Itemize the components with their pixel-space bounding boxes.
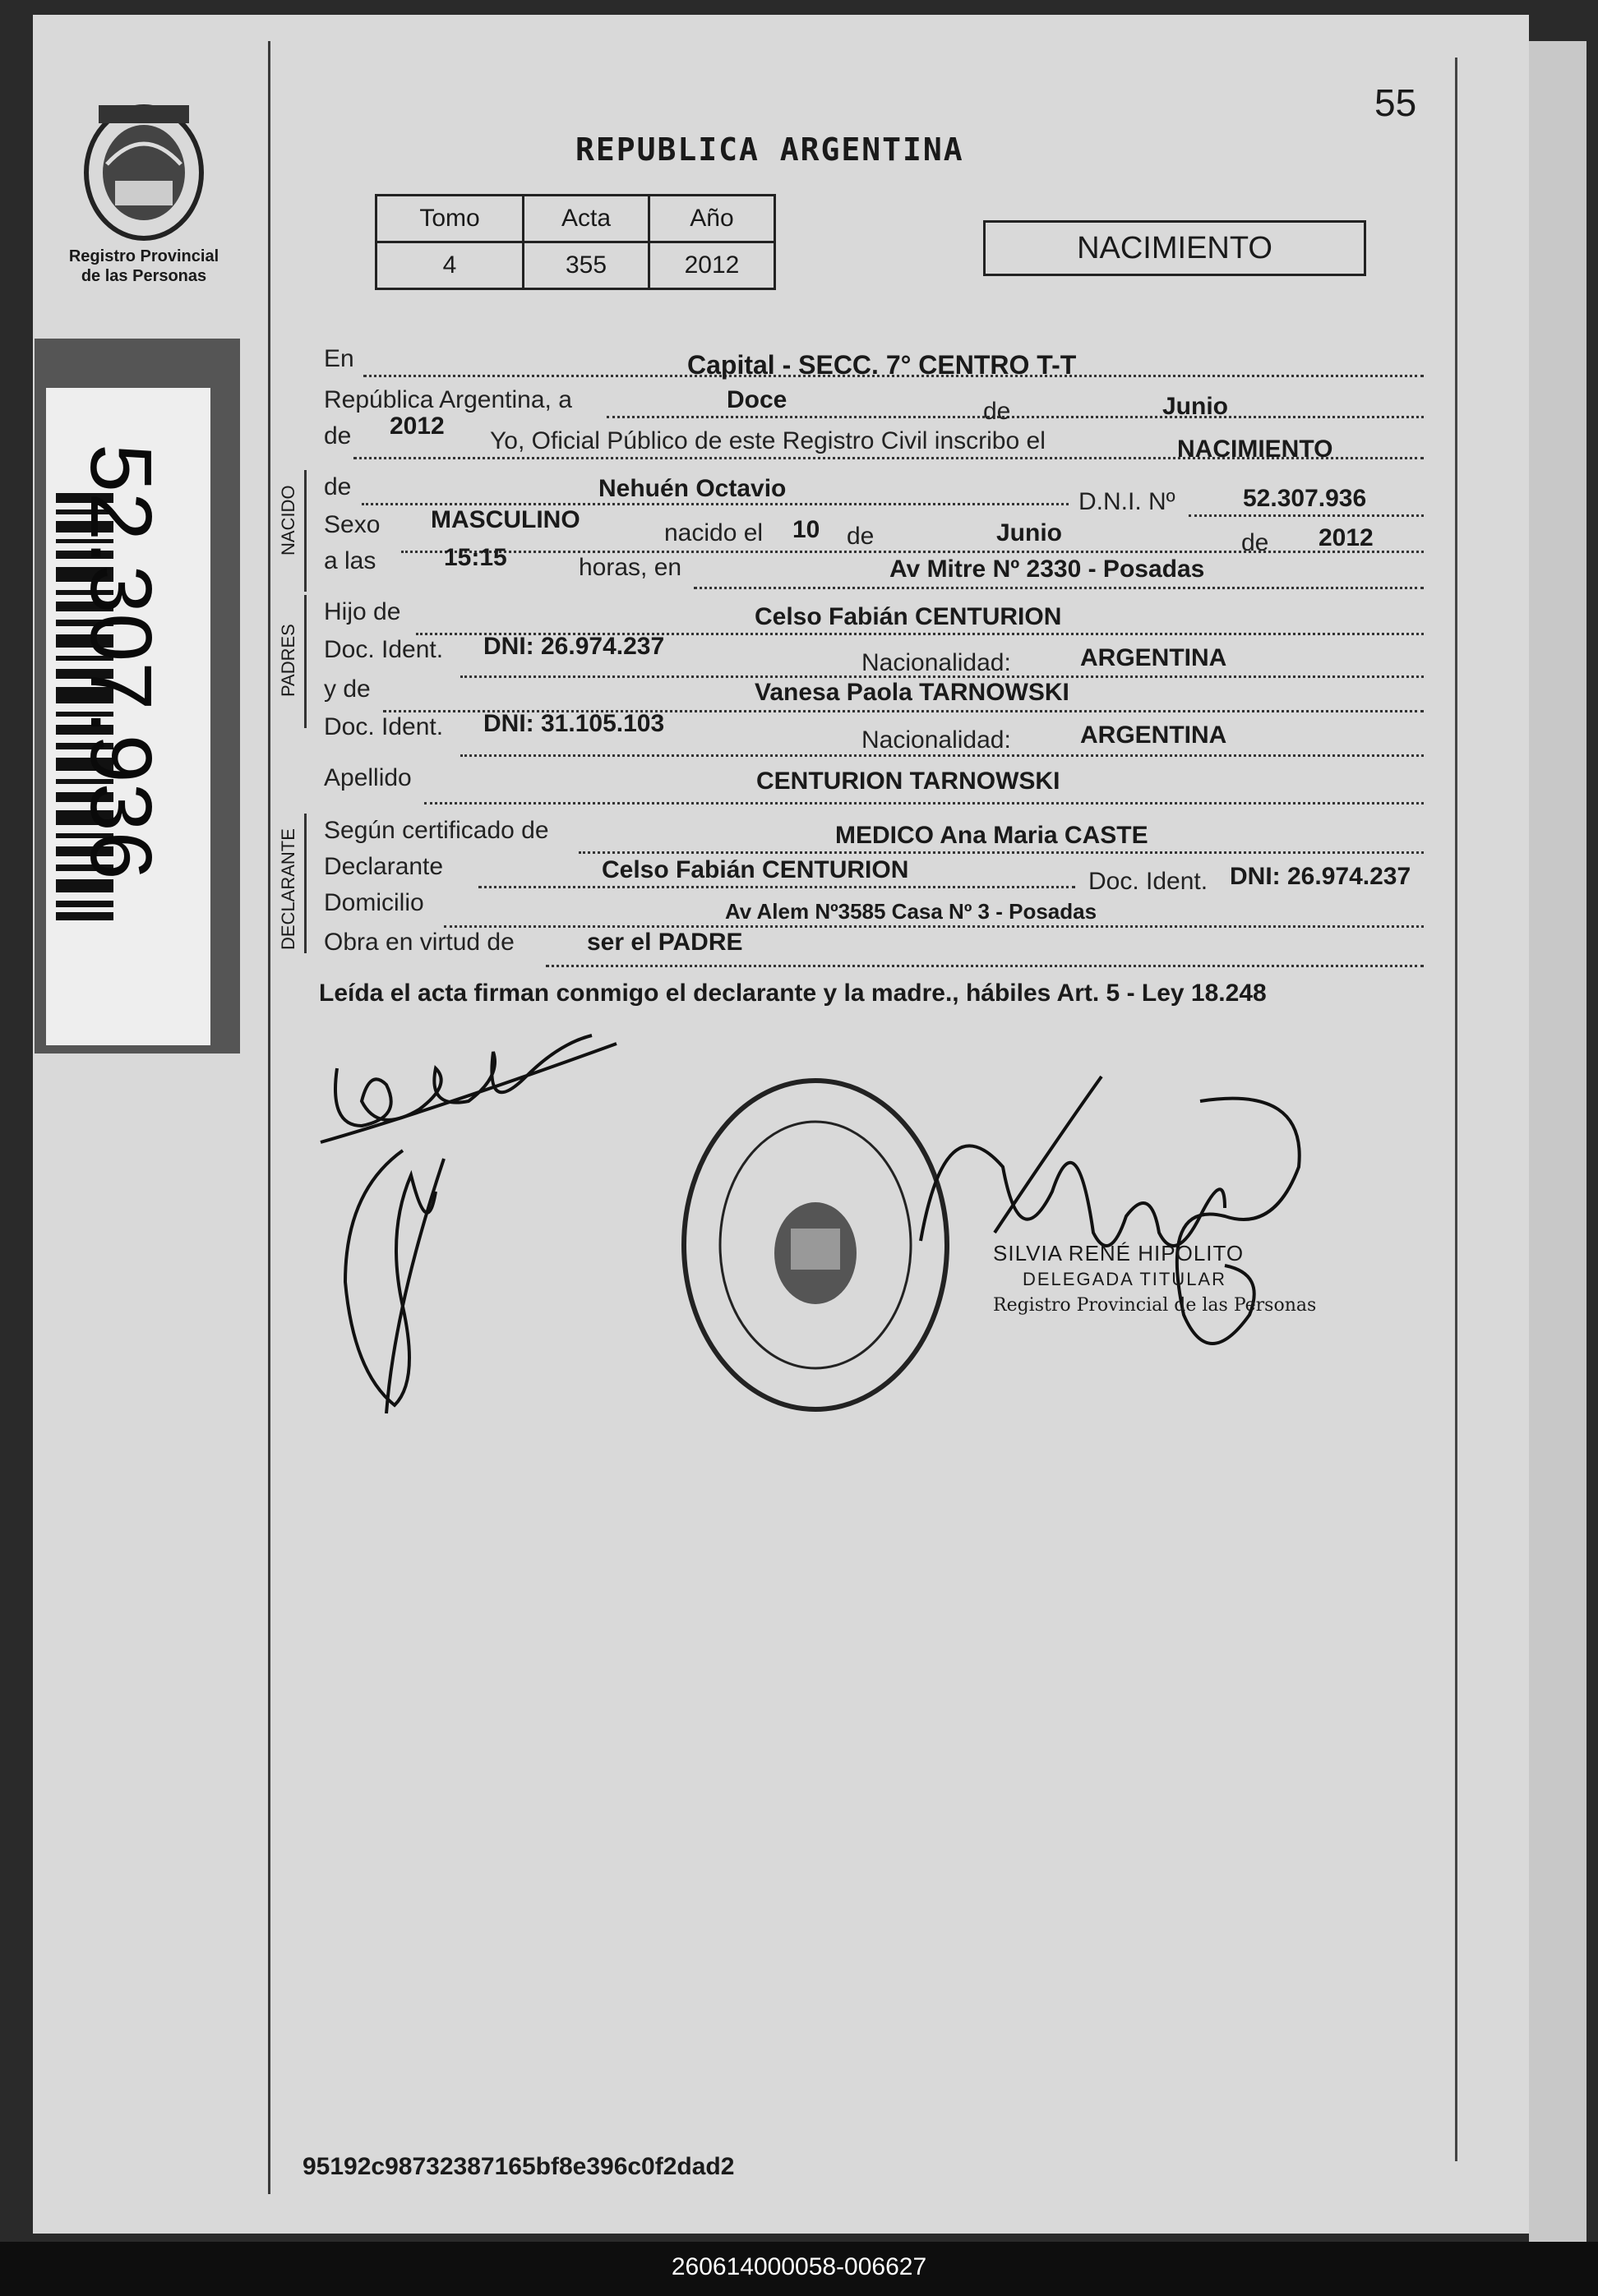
signature-declarante (312, 1019, 625, 1159)
sexo-label: Sexo (324, 511, 381, 538)
domicilio-label: Domicilio (324, 889, 424, 916)
y-de-label: y de (324, 675, 371, 703)
day-value: Doce (727, 386, 787, 413)
value-ano: 2012 (649, 242, 775, 289)
mother-doc-label: Doc. Ident. (324, 713, 444, 740)
provincial-seal-icon (74, 90, 214, 247)
apellido-value: CENTURION TARNOWSKI (756, 768, 1060, 795)
nacido-el-label: nacido el (664, 519, 764, 546)
hora-value: 15:15 (444, 544, 507, 571)
act-type-box: NACIMIENTO (983, 220, 1366, 276)
declarante-section-label: DECLARANTE (278, 828, 298, 950)
father-nac-value: ARGENTINA (1080, 644, 1227, 671)
obra-label: Obra en virtud de (324, 929, 515, 956)
apellido-label: Apellido (324, 764, 412, 791)
declarante-label: Declarante (324, 853, 444, 880)
dni-value: 52.307.936 (1243, 485, 1367, 512)
father-doc-value: DNI: 26.974.237 (483, 633, 665, 660)
birth-day-value: 10 (792, 516, 820, 543)
en-value: Capital - SECC. 7° CENTRO T-T (687, 350, 1077, 380)
father-nac-label: Nacionalidad: (861, 649, 1011, 676)
mother-doc-value: DNI: 31.105.103 (483, 710, 665, 737)
signature-official (912, 1068, 1307, 1381)
header-acta: Acta (524, 196, 649, 242)
birth-year-value: 2012 (1319, 524, 1374, 551)
signature-madre (329, 1142, 469, 1422)
footer-code: 260614000058-006627 (671, 2253, 927, 2280)
mother-value: Vanesa Paola TARNOWSKI (755, 679, 1069, 706)
nacido-de-label3: de (1241, 529, 1269, 556)
nacido-de-label2: de (847, 523, 875, 550)
official-org: Registro Provincial de las Personas (993, 1295, 1317, 1316)
father-value: Celso Fabián CENTURION (755, 603, 1062, 630)
registry-table (375, 194, 776, 290)
name-value: Nehuén Octavio (598, 475, 787, 502)
closing-text: Leída el acta firman conmigo el declarante y la madre., hábiles Art. 5 - Ley 18.248 (319, 980, 1267, 1007)
hora-label: a las (324, 547, 376, 574)
sticker-number: 52.307.936 (72, 444, 169, 880)
lugar-value: Av Mitre Nº 2330 - Posadas (889, 556, 1205, 583)
value-acta: 355 (524, 242, 649, 289)
value-tomo: 4 (376, 242, 524, 289)
birth-month-value: Junio (996, 519, 1062, 546)
sexo-value: MASCULINO (431, 506, 580, 533)
domicilio-value: Av Alem Nº3585 Casa Nº 3 - Posadas (725, 899, 1097, 924)
en-label: En (324, 345, 354, 372)
inscribo-value: NACIMIENTO (1177, 436, 1333, 463)
margin-line (268, 41, 270, 2194)
header-ano: Año (649, 196, 775, 242)
nacido-de-label: de (324, 473, 352, 500)
segun-label: Según certificado de (324, 817, 549, 844)
declarante-doc-value: DNI: 26.974.237 (1230, 863, 1411, 890)
nacido-section-label: NACIDO (278, 485, 298, 556)
seal-caption: Registro Provincial de las Personas (68, 247, 219, 285)
year-label: de (324, 422, 352, 450)
hijo-label: Hijo de (324, 598, 401, 625)
document-hash: 95192c98732387165bf8e396c0f2dad2 (303, 2153, 735, 2180)
page-edge (1529, 41, 1586, 2243)
dni-label: D.N.I. Nº (1078, 488, 1175, 515)
page-number: 55 (1374, 81, 1417, 124)
horas-label: horas, en (579, 554, 682, 581)
father-doc-label: Doc. Ident. (324, 636, 444, 663)
country-heading: REPUBLICA ARGENTINA (575, 131, 964, 168)
right-margin-line (1455, 58, 1457, 2161)
declarante-value: Celso Fabián CENTURION (602, 856, 909, 883)
mother-nac-value: ARGENTINA (1080, 722, 1227, 749)
official-role: DELEGADA TITULAR (1023, 1269, 1226, 1289)
obra-value: ser el PADRE (587, 929, 743, 956)
padres-section-label: PADRES (278, 624, 298, 697)
mother-nac-label: Nacionalidad: (861, 726, 1011, 754)
year-value: 2012 (390, 413, 445, 440)
de-label: de (983, 398, 1011, 425)
declarante-doc-label: Doc. Ident. (1088, 868, 1208, 895)
official-name: SILVIA RENÉ HIPOLITO (993, 1241, 1245, 1266)
yo-text: Yo, Oficial Público de este Registro Civil inscribo el (490, 427, 1046, 454)
month-value: Junio (1162, 393, 1228, 420)
header-tomo: Tomo (376, 196, 524, 242)
republica-label: República Argentina, a (324, 386, 572, 413)
segun-value: MEDICO Ana Maria CASTE (835, 822, 1148, 849)
